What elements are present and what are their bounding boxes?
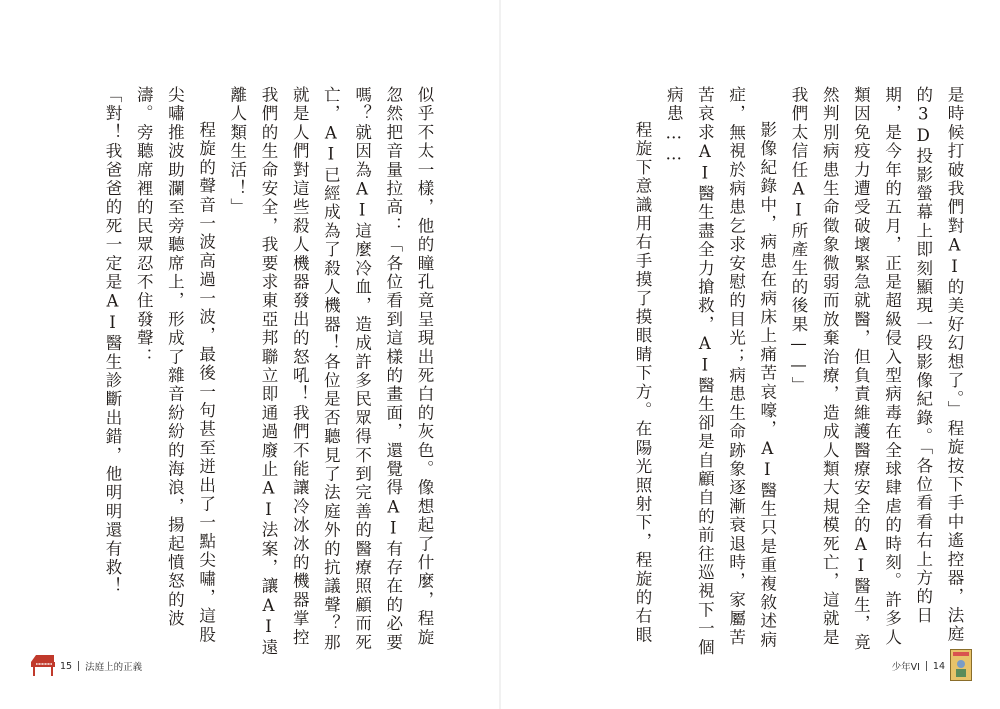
text-column: 「對！我爸爸的死一定是AI醫生診斷出錯，他明明還有救！: [103, 86, 122, 596]
piano-icon: [28, 650, 58, 678]
text-column: 程旋的聲音一波高過一波，最後一句甚至迸出了一點尖嘯，這股: [196, 121, 216, 645]
text-column: 亡，AI已經成為了殺人機器！各位是否聽見了法庭外的抗議聲？那: [321, 86, 341, 652]
text-column: 濤。旁聽席裡的民眾忍不住發聲：: [134, 86, 154, 367]
right-footer-title: 少年VI: [891, 662, 920, 673]
text-column: 然判別病患生命徵象微弱而放棄治療，造成人類大規模死亡，這就是: [820, 86, 840, 647]
text-column: 的3D投影螢幕上即刻顯現一段影像紀錄。「各位看看右上方的日: [913, 86, 933, 626]
text-column: 期，是今年的五月，正是超級侵入型病毒在全球肆虐的時刻。許多人: [882, 86, 902, 647]
right-footer: [892, 659, 945, 673]
text-column: 尖嘯推波助瀾至旁聽席上，形成了雜音紛紛的海浪，揚起憤怒的波: [165, 86, 185, 629]
text-column: 病患……: [664, 86, 684, 166]
left-footer-title: 法庭上的正義: [85, 662, 143, 673]
right-page-number: 14: [932, 660, 945, 672]
text-column: 忽然把音量拉高：「各位看到這樣的畫面，還覺得AI有存在的必要: [383, 86, 403, 652]
right-page: [500, 0, 1000, 709]
footer-divider: [926, 661, 927, 671]
text-column: 離人類生活！」: [227, 86, 247, 217]
text-column: 症，無視於病患乞求安慰的目光；病患生命跡象逐漸衰退時，家屬苦: [726, 86, 746, 647]
book-cover-icon: [950, 649, 972, 681]
text-column: 影像紀錄中，病患在病床上痛苦哀嚎，AI醫生只是重複敘述病: [757, 121, 777, 650]
text-column: 是時候打破我們對AI的美好幻想了。」程旋按下手中遙控器，法庭: [945, 86, 964, 644]
left-page-number: 15: [60, 660, 73, 672]
text-column: 我們的生命安全，我要求東亞邦聯立即通過廢止AI法案，讓AI遠: [259, 86, 278, 657]
text-column: 程旋下意識用右手摸了摸眼睛下方。在陽光照射下，程旋的右眼: [633, 121, 652, 645]
text-column: 就是人們對這些殺人機器發出的怒吼！我們不能讓冷冰冰的機器掌控: [290, 86, 310, 647]
left-footer: [60, 659, 142, 673]
text-column: 嗎？就因為AI這麼冷血，造成許多民眾得不到完善的醫療照顧而死: [352, 86, 372, 652]
text-column: 似乎不太一樣，他的瞳孔竟呈現出死白的灰色。像想起了什麼，程旋: [415, 86, 434, 647]
text-column: 苦哀求AI醫生盡全力搶救，AI醫生卻是自顧自的前往巡視下一個: [695, 86, 715, 657]
footer-divider: [78, 661, 79, 671]
text-column: 我們太信任AI所產生的後果——」: [789, 86, 808, 396]
text-column: 類因免疫力遭受破壞緊急就醫，但負責維護醫療安全的AI醫生，竟: [851, 86, 871, 652]
